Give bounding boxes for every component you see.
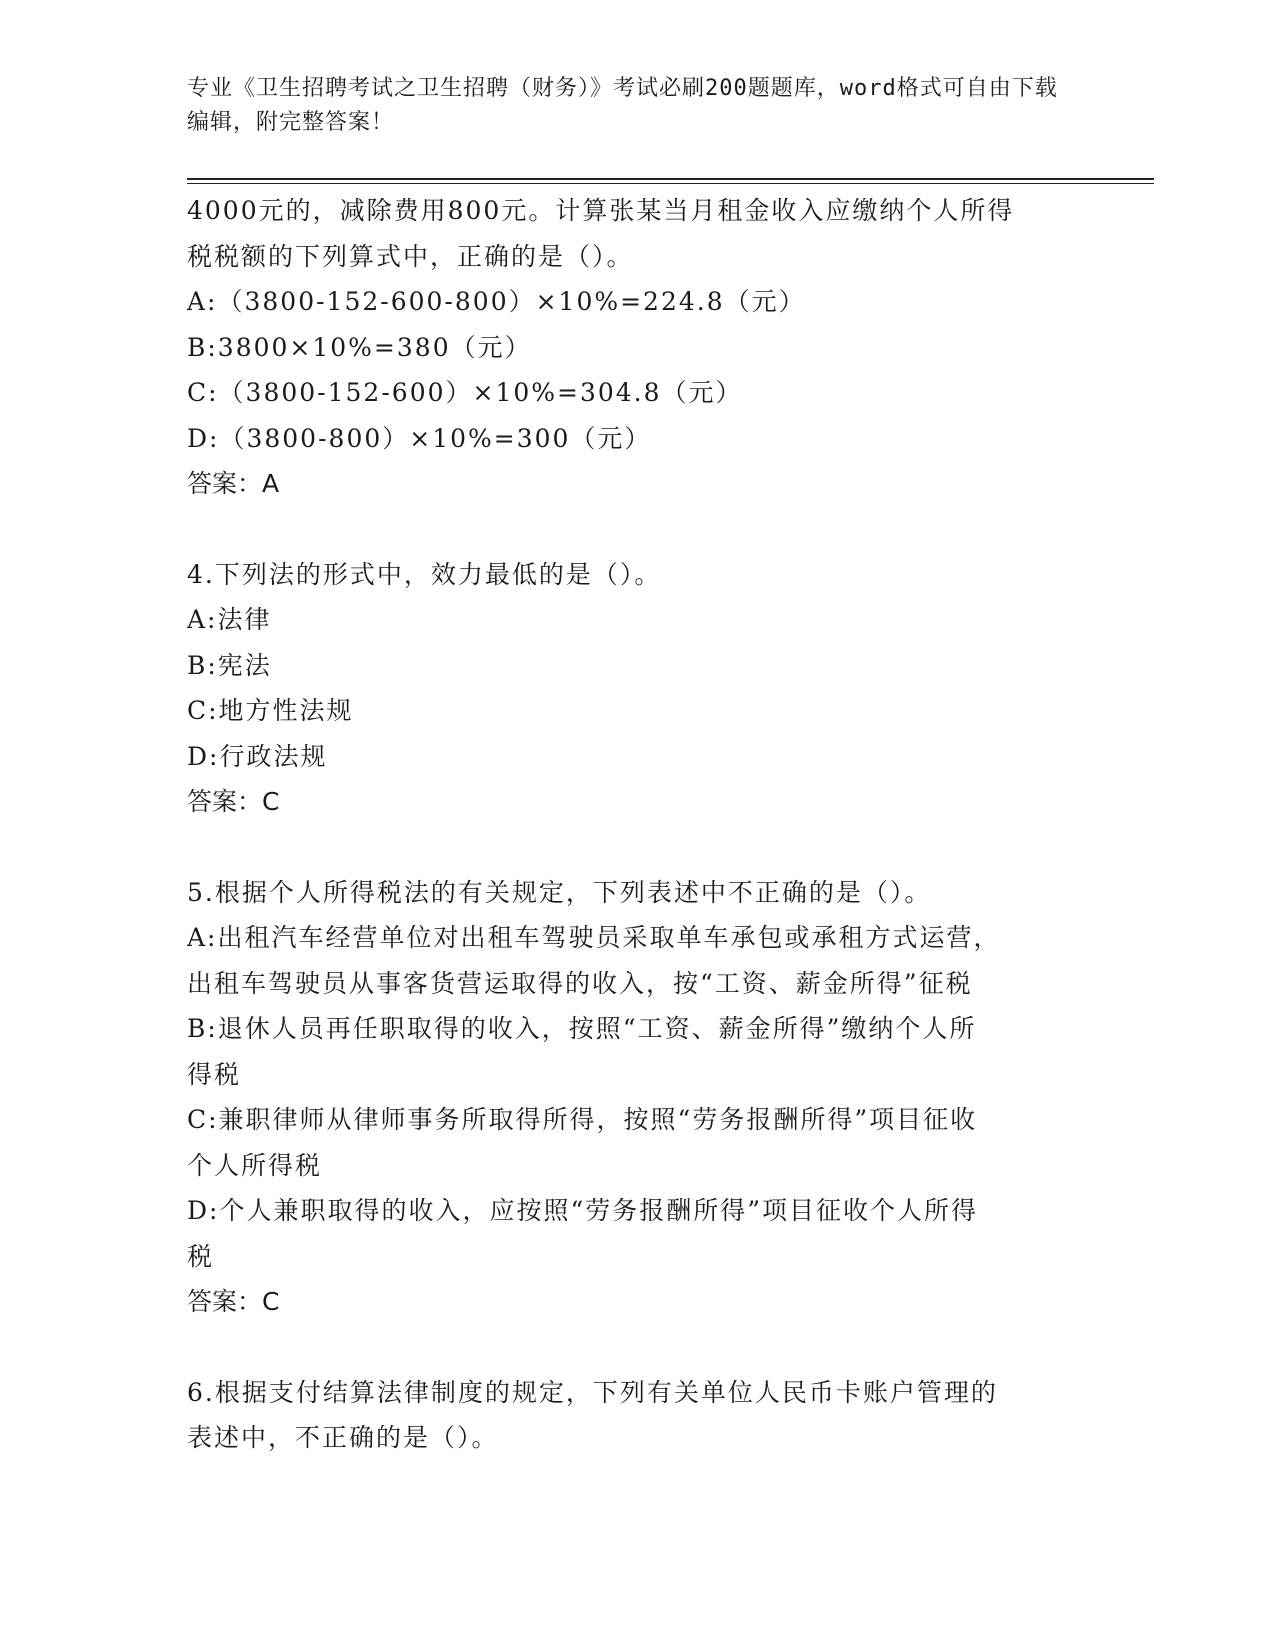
question-stem-line: 5.根据个人所得税法的有关规定，下列表述中不正确的是（）。 <box>187 877 932 907</box>
option-line: 税 <box>187 1241 215 1271</box>
header-rule-thin <box>187 183 1154 184</box>
option-line: B:退休人员再任职取得的收入，按照“工资、薪金所得”缴纳个人所 <box>187 1014 977 1043</box>
question-stem-line: 表述中，不正确的是（）。 <box>187 1423 499 1452</box>
option-line: 得税 <box>187 1059 242 1089</box>
option-a: A:法律 <box>187 605 272 634</box>
question-5 <box>187 870 1087 1325</box>
option-line: 出租车驾驶员从事客货营运取得的收入，按“工资、薪金所得”征税 <box>187 968 973 998</box>
question-stem-line: 税税额的下列算式中，正确的是（）。 <box>187 241 634 271</box>
option-a: A:（3800-152-600-800）×10%=224.8（元） <box>187 287 806 316</box>
answer: 答案：A <box>187 469 280 498</box>
option-c: C:（3800-152-600）×10%=304.8（元） <box>187 378 743 407</box>
question-6 <box>187 1370 1087 1461</box>
option-c: C:地方性法规 <box>187 696 354 725</box>
question-content <box>187 188 1087 1461</box>
question-3 <box>187 188 1087 507</box>
answer: 答案：C <box>187 787 280 816</box>
option-line: 个人所得税 <box>187 1150 323 1180</box>
header-rule-thick <box>187 178 1154 180</box>
option-line: A:出租汽车经营单位对出租车驾驶员采取单车承包或承租方式运营， <box>187 923 1001 952</box>
question-stem-line: 4000元的，减除费用800元。计算张某当月租金收入应缴纳个人所得 <box>187 196 1015 225</box>
question-stem-line: 6.根据支付结算法律制度的规定，下列有关单位人民币卡账户管理的 <box>187 1377 998 1407</box>
option-line: C:兼职律师从律师事务所取得所得，按照“劳务报酬所得”项目征收 <box>187 1105 978 1134</box>
option-b: B:3800×10%=380（元） <box>187 332 532 362</box>
option-d: D:行政法规 <box>187 741 328 771</box>
question-stem-line: 4.下列法的形式中，效力最低的是（）。 <box>187 559 662 589</box>
option-b: B:宪法 <box>187 650 272 680</box>
option-line: D:个人兼职取得的收入，应按照“劳务报酬所得”项目征收个人所得 <box>187 1196 979 1225</box>
option-d: D:（3800-800）×10%=300（元） <box>187 423 652 453</box>
document-header: 专业《卫生招聘考试之卫生招聘（财务）》考试必刷200题题库，word格式可自由下载编辑，附完整答案！ <box>187 76 1058 135</box>
question-4 <box>187 552 1087 825</box>
answer: 答案：C <box>187 1287 280 1316</box>
